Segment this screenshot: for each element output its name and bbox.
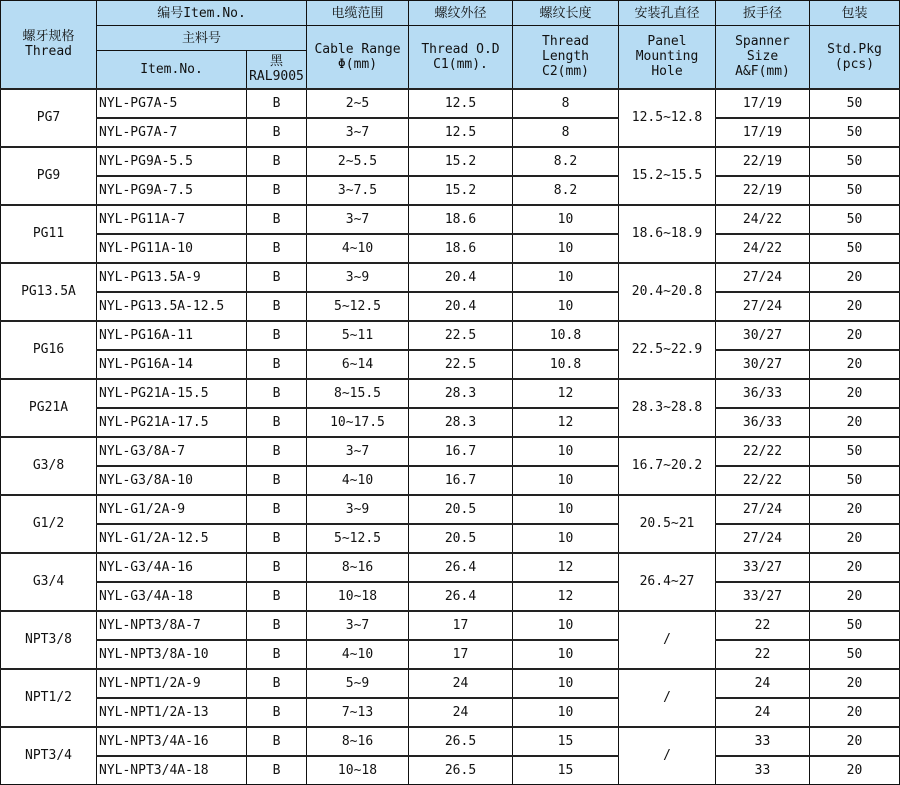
spanner-cell: 22/22 xyxy=(716,437,810,466)
length-cell: 10 xyxy=(513,698,619,727)
item-cell: NYL-PG13.5A-12.5 xyxy=(97,292,247,321)
hole-cell: / xyxy=(619,611,716,669)
length-cell: 12 xyxy=(513,582,619,611)
thread-cell: NPT3/8 xyxy=(1,611,97,669)
pkg-cell: 20 xyxy=(810,321,900,350)
item-cell: NYL-G3/4A-16 xyxy=(97,553,247,582)
od-cell: 26.5 xyxy=(409,727,513,756)
pkg-cell: 50 xyxy=(810,89,900,118)
length-cell: 10 xyxy=(513,669,619,698)
pkg-header-en-1: Std.Pkg xyxy=(827,41,882,57)
hole-cell: 15.2~15.5 xyxy=(619,147,716,205)
spanner-cell: 27/24 xyxy=(716,524,810,553)
cable-header-cn: 电缆范围 xyxy=(307,1,409,26)
cable-cell: 8~16 xyxy=(307,553,409,582)
od-cell: 20.5 xyxy=(409,495,513,524)
spanner-cell: 33 xyxy=(716,727,810,756)
pkg-cell: 20 xyxy=(810,582,900,611)
cable-cell: 8~15.5 xyxy=(307,379,409,408)
item-cell: NYL-NPT1/2A-13 xyxy=(97,698,247,727)
item-cell: NYL-G3/8A-7 xyxy=(97,437,247,466)
pkg-cell: 20 xyxy=(810,495,900,524)
pkg-cell: 20 xyxy=(810,756,900,785)
cable-cell: 3~7 xyxy=(307,437,409,466)
cable-cell: 5~11 xyxy=(307,321,409,350)
spanner-cell: 30/27 xyxy=(716,350,810,379)
spanner-cell: 22/22 xyxy=(716,466,810,495)
od-cell: 26.5 xyxy=(409,756,513,785)
pkg-cell: 50 xyxy=(810,205,900,234)
hole-cell: 20.4~20.8 xyxy=(619,263,716,321)
length-cell: 8 xyxy=(513,118,619,147)
length-cell: 10 xyxy=(513,292,619,321)
thread-cell: PG21A xyxy=(1,379,97,437)
od-cell: 26.4 xyxy=(409,582,513,611)
cable-header-en-1: Cable Range xyxy=(314,41,401,57)
pkg-cell: 50 xyxy=(810,176,900,205)
pkg-cell: 20 xyxy=(810,350,900,379)
item-cell: NYL-PG13.5A-9 xyxy=(97,263,247,292)
hole-cell: 12.5~12.8 xyxy=(619,89,716,147)
od-cell: 24 xyxy=(409,698,513,727)
item-cell: NYL-NPT3/4A-16 xyxy=(97,727,247,756)
od-cell: 22.5 xyxy=(409,350,513,379)
od-cell: 18.6 xyxy=(409,205,513,234)
thread-cell: G3/8 xyxy=(1,437,97,495)
length-cell: 10 xyxy=(513,234,619,263)
od-cell: 24 xyxy=(409,669,513,698)
hole-cell: 18.6~18.9 xyxy=(619,205,716,263)
thread-cell: PG7 xyxy=(1,89,97,147)
spanner-cell: 33 xyxy=(716,756,810,785)
spanner-cell: 24/22 xyxy=(716,234,810,263)
length-cell: 10.8 xyxy=(513,321,619,350)
item-cell: NYL-G3/4A-18 xyxy=(97,582,247,611)
od-header-en xyxy=(409,26,513,89)
thread-cell: PG9 xyxy=(1,147,97,205)
length-cell: 8.2 xyxy=(513,147,619,176)
length-cell: 10 xyxy=(513,495,619,524)
item-cell: NYL-NPT3/8A-10 xyxy=(97,640,247,669)
pkg-header-en-2: (pcs) xyxy=(834,56,875,72)
pkg-header-cn: 包装 xyxy=(810,1,900,26)
hole-header-en-3: Hole xyxy=(651,64,683,80)
item-cell: NYL-G1/2A-9 xyxy=(97,495,247,524)
pkg-cell: 50 xyxy=(810,147,900,176)
pkg-cell: 20 xyxy=(810,698,900,727)
color-cell: B xyxy=(247,263,307,292)
od-cell: 15.2 xyxy=(409,176,513,205)
hole-cell: 22.5~22.9 xyxy=(619,321,716,379)
thread-header-en: Thread xyxy=(25,44,72,60)
item-cell: NYL-PG9A-5.5 xyxy=(97,147,247,176)
cable-cell: 3~7.5 xyxy=(307,176,409,205)
spanner-cell: 22/19 xyxy=(716,176,810,205)
length-header-en-1: Thread xyxy=(542,34,589,50)
cable-cell: 10~18 xyxy=(307,582,409,611)
item-cell: NYL-PG7A-7 xyxy=(97,118,247,147)
color-cell: B xyxy=(247,147,307,176)
od-cell: 22.5 xyxy=(409,321,513,350)
black-color-header-cn: 黑 xyxy=(269,54,283,70)
length-cell: 10 xyxy=(513,466,619,495)
table-row xyxy=(1,611,900,640)
table-row xyxy=(1,118,900,147)
od-cell: 12.5 xyxy=(409,118,513,147)
pkg-cell: 20 xyxy=(810,292,900,321)
length-cell: 10.8 xyxy=(513,350,619,379)
table-row xyxy=(1,379,900,408)
length-cell: 12 xyxy=(513,379,619,408)
color-cell: B xyxy=(247,553,307,582)
length-cell: 8 xyxy=(513,89,619,118)
item-cell: NYL-PG7A-5 xyxy=(97,89,247,118)
od-cell: 18.6 xyxy=(409,234,513,263)
color-cell: B xyxy=(247,611,307,640)
hole-header-cn: 安装孔直径 xyxy=(619,1,716,26)
pkg-cell: 20 xyxy=(810,408,900,437)
item-cell: NYL-NPT3/4A-18 xyxy=(97,756,247,785)
cable-cell: 8~16 xyxy=(307,727,409,756)
od-cell: 16.7 xyxy=(409,437,513,466)
color-cell: B xyxy=(247,756,307,785)
spanner-cell: 24 xyxy=(716,698,810,727)
length-cell: 8.2 xyxy=(513,176,619,205)
pkg-cell: 50 xyxy=(810,466,900,495)
length-header-cn: 螺纹长度 xyxy=(513,1,619,26)
table-row xyxy=(1,350,900,379)
od-cell: 28.3 xyxy=(409,379,513,408)
table-row xyxy=(1,176,900,205)
length-cell: 10 xyxy=(513,524,619,553)
pkg-cell: 50 xyxy=(810,118,900,147)
length-cell: 10 xyxy=(513,263,619,292)
spanner-cell: 27/24 xyxy=(716,292,810,321)
thread-cell: G1/2 xyxy=(1,495,97,553)
length-cell: 10 xyxy=(513,205,619,234)
length-cell: 15 xyxy=(513,756,619,785)
table-row xyxy=(1,466,900,495)
spanner-cell: 22 xyxy=(716,640,810,669)
length-header-en xyxy=(513,26,619,89)
thread-cell: PG11 xyxy=(1,205,97,263)
cable-cell: 3~7 xyxy=(307,205,409,234)
pkg-cell: 20 xyxy=(810,553,900,582)
table-row xyxy=(1,437,900,466)
hole-cell: / xyxy=(619,669,716,727)
spanner-header-en xyxy=(716,26,810,89)
item-no-header: Item.No. xyxy=(97,51,247,89)
table-row xyxy=(1,292,900,321)
color-cell: B xyxy=(247,437,307,466)
pkg-cell: 20 xyxy=(810,263,900,292)
length-cell: 10 xyxy=(513,640,619,669)
table-row xyxy=(1,321,900,350)
item-cell: NYL-NPT1/2A-9 xyxy=(97,669,247,698)
spanner-cell: 36/33 xyxy=(716,408,810,437)
cable-cell: 10~17.5 xyxy=(307,408,409,437)
table-row xyxy=(1,205,900,234)
length-cell: 10 xyxy=(513,611,619,640)
spanner-cell: 22 xyxy=(716,611,810,640)
cable-cell: 3~7 xyxy=(307,611,409,640)
od-cell: 17 xyxy=(409,640,513,669)
spanner-cell: 33/27 xyxy=(716,553,810,582)
cable-cell: 3~7 xyxy=(307,118,409,147)
hole-header-en-1: Panel xyxy=(647,34,687,50)
color-cell: B xyxy=(247,698,307,727)
pkg-cell: 50 xyxy=(810,234,900,263)
pkg-cell: 50 xyxy=(810,640,900,669)
table-row xyxy=(1,524,900,553)
cable-header-en xyxy=(307,26,409,89)
spanner-cell: 17/19 xyxy=(716,89,810,118)
spanner-cell: 27/24 xyxy=(716,495,810,524)
cable-cell: 5~12.5 xyxy=(307,524,409,553)
spanner-cell: 27/24 xyxy=(716,263,810,292)
black-color-header-code: RAL9005 xyxy=(249,69,304,85)
thread-cell: PG16 xyxy=(1,321,97,379)
table-row xyxy=(1,669,900,698)
color-cell: B xyxy=(247,321,307,350)
cable-cell: 7~13 xyxy=(307,698,409,727)
hole-cell: / xyxy=(619,727,716,785)
length-cell: 10 xyxy=(513,437,619,466)
table-row xyxy=(1,640,900,669)
table-row xyxy=(1,553,900,582)
pkg-header-en xyxy=(810,26,900,89)
table-row xyxy=(1,234,900,263)
item-cell: NYL-NPT3/8A-7 xyxy=(97,611,247,640)
item-cell: NYL-PG16A-11 xyxy=(97,321,247,350)
pkg-cell: 50 xyxy=(810,611,900,640)
spanner-cell: 24 xyxy=(716,669,810,698)
item-cell: NYL-G1/2A-12.5 xyxy=(97,524,247,553)
color-cell: B xyxy=(247,466,307,495)
color-cell: B xyxy=(247,640,307,669)
item-cell: NYL-G3/8A-10 xyxy=(97,466,247,495)
thread-cell: PG13.5A xyxy=(1,263,97,321)
length-cell: 12 xyxy=(513,553,619,582)
od-cell: 20.4 xyxy=(409,263,513,292)
length-header-en-3: C2(mm) xyxy=(542,64,589,80)
hole-header-en-2: Mounting xyxy=(635,49,699,65)
spanner-cell: 22/19 xyxy=(716,147,810,176)
cable-cell: 4~10 xyxy=(307,466,409,495)
color-cell: B xyxy=(247,495,307,524)
item-cell: NYL-PG11A-7 xyxy=(97,205,247,234)
table-row xyxy=(1,727,900,756)
hole-cell: 26.4~27 xyxy=(619,553,716,611)
length-cell: 12 xyxy=(513,408,619,437)
cable-cell: 3~9 xyxy=(307,495,409,524)
spanner-header-en-3: A&F(mm) xyxy=(735,64,790,80)
pkg-cell: 20 xyxy=(810,727,900,756)
od-cell: 28.3 xyxy=(409,408,513,437)
spanner-header-en-2: Size xyxy=(746,49,779,65)
table-row xyxy=(1,263,900,292)
main-material-header: 主料号 xyxy=(97,26,307,51)
od-header-en-1: Thread O.D xyxy=(421,41,500,57)
color-cell: B xyxy=(247,89,307,118)
color-cell: B xyxy=(247,379,307,408)
color-cell: B xyxy=(247,350,307,379)
spanner-header-en-1: Spanner xyxy=(735,34,790,50)
thread-cell: NPT1/2 xyxy=(1,669,97,727)
cable-cell: 5~12.5 xyxy=(307,292,409,321)
table-row xyxy=(1,698,900,727)
table-row xyxy=(1,89,900,118)
cable-cell: 10~18 xyxy=(307,756,409,785)
color-cell: B xyxy=(247,408,307,437)
length-cell: 15 xyxy=(513,727,619,756)
table-header xyxy=(1,1,900,89)
cable-cell: 2~5.5 xyxy=(307,147,409,176)
cable-cell: 5~9 xyxy=(307,669,409,698)
color-cell: B xyxy=(247,234,307,263)
cable-cell: 6~14 xyxy=(307,350,409,379)
table-row xyxy=(1,495,900,524)
pkg-cell: 20 xyxy=(810,669,900,698)
color-cell: B xyxy=(247,205,307,234)
spanner-header-cn: 扳手径 xyxy=(716,1,810,26)
item-cell: NYL-PG16A-14 xyxy=(97,350,247,379)
spanner-cell: 36/33 xyxy=(716,379,810,408)
item-cell: NYL-PG21A-17.5 xyxy=(97,408,247,437)
od-cell: 16.7 xyxy=(409,466,513,495)
od-cell: 20.5 xyxy=(409,524,513,553)
od-cell: 20.4 xyxy=(409,292,513,321)
spanner-cell: 33/27 xyxy=(716,582,810,611)
od-header-cn: 螺纹外径 xyxy=(409,1,513,26)
table-row xyxy=(1,408,900,437)
length-header-en-2: Length xyxy=(542,49,589,65)
hole-cell: 28.3~28.8 xyxy=(619,379,716,437)
color-cell: B xyxy=(247,727,307,756)
pkg-cell: 20 xyxy=(810,379,900,408)
table-row xyxy=(1,582,900,611)
color-cell: B xyxy=(247,176,307,205)
thread-cell: NPT3/4 xyxy=(1,727,97,785)
thread-header xyxy=(1,1,97,89)
od-cell: 15.2 xyxy=(409,147,513,176)
spanner-cell: 30/27 xyxy=(716,321,810,350)
cable-cell: 2~5 xyxy=(307,89,409,118)
item-group-header: 编号Item.No. xyxy=(97,1,307,26)
item-cell: NYL-PG9A-7.5 xyxy=(97,176,247,205)
cable-cell: 4~10 xyxy=(307,234,409,263)
color-cell: B xyxy=(247,118,307,147)
thread-cell: G3/4 xyxy=(1,553,97,611)
black-color-header xyxy=(247,51,307,89)
cable-cell: 4~10 xyxy=(307,640,409,669)
pkg-cell: 50 xyxy=(810,437,900,466)
od-cell: 12.5 xyxy=(409,89,513,118)
hole-header-en xyxy=(619,26,716,89)
od-cell: 26.4 xyxy=(409,553,513,582)
cable-header-en-2: Φ(mm) xyxy=(337,56,378,72)
color-cell: B xyxy=(247,524,307,553)
table-row xyxy=(1,756,900,785)
color-cell: B xyxy=(247,292,307,321)
hole-cell: 20.5~21 xyxy=(619,495,716,553)
hole-cell: 16.7~20.2 xyxy=(619,437,716,495)
item-cell: NYL-PG21A-15.5 xyxy=(97,379,247,408)
color-cell: B xyxy=(247,582,307,611)
table-row xyxy=(1,147,900,176)
thread-header-cn: 螺牙规格 xyxy=(22,29,75,45)
pkg-cell: 20 xyxy=(810,524,900,553)
item-cell: NYL-PG11A-10 xyxy=(97,234,247,263)
od-cell: 17 xyxy=(409,611,513,640)
table-body xyxy=(1,89,900,785)
od-header-en-2: C1(mm). xyxy=(433,56,488,72)
spanner-cell: 24/22 xyxy=(716,205,810,234)
spanner-cell: 17/19 xyxy=(716,118,810,147)
color-cell: B xyxy=(247,669,307,698)
cable-cell: 3~9 xyxy=(307,263,409,292)
